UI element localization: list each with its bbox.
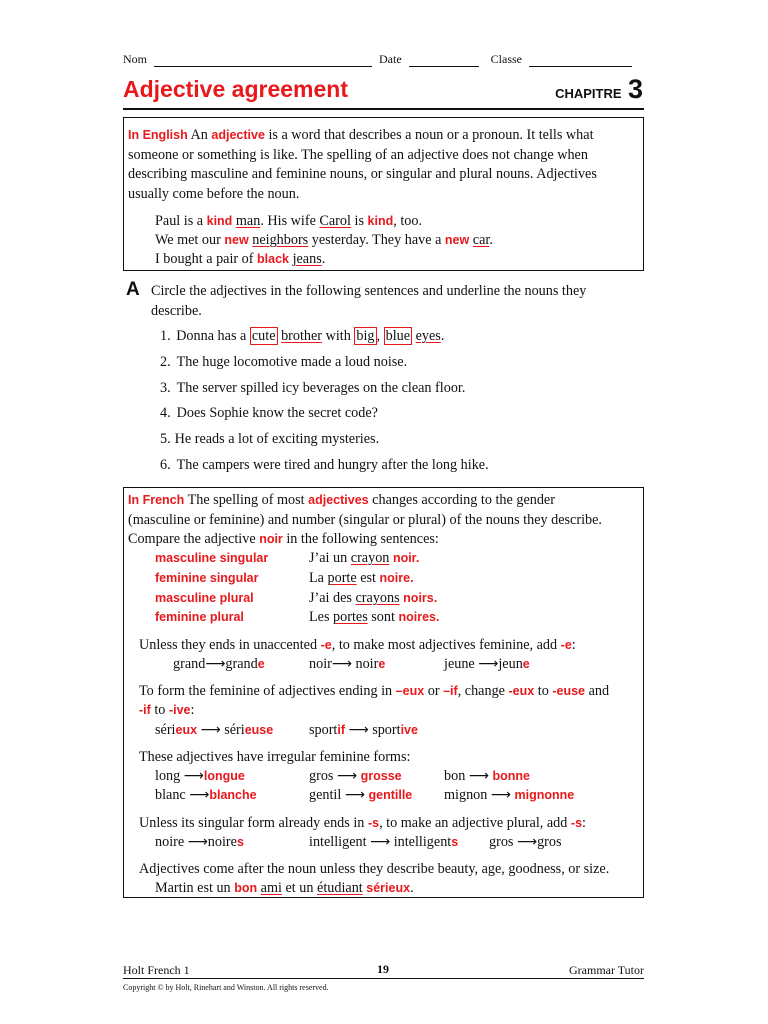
classe-label: Classe — [490, 52, 522, 66]
chapter-text: CHAPITRE — [555, 86, 622, 101]
exercise-instruction-1: Circle the adjectives in the following sentences and underline the nouns they — [151, 283, 587, 299]
right-arrow-icon: ⟶ — [189, 787, 210, 803]
irregular-example: mignon ⟶ mignonne — [444, 786, 574, 806]
english-example-2: We met our new neighbors yesterday. They have a new car. — [155, 232, 493, 248]
right-arrow-icon: ⟶ — [490, 787, 511, 803]
adjective-example: new — [444, 233, 470, 247]
form-label: masculine plural — [155, 591, 254, 605]
footer-page-number: 19 — [377, 962, 389, 976]
right-arrow-icon: ⟶ — [205, 656, 226, 672]
noun-example: man — [235, 213, 261, 229]
footer-title: Grammar Tutor — [569, 963, 644, 977]
feminine-example: noir⟶ noire — [309, 655, 385, 675]
date-field[interactable] — [409, 53, 479, 67]
circled-adjective: cute — [251, 328, 276, 344]
english-l4: usually come before the noun. — [128, 186, 300, 202]
exercise-item-3: 3. The server spilled icy beverages on the clean floor. — [160, 380, 466, 396]
noun-example: car — [472, 232, 490, 248]
in-french-label: In French — [128, 493, 185, 507]
footer-book: Holt French 1 — [123, 963, 190, 977]
english-example-3: I bought a pair of black jeans. — [155, 251, 326, 267]
order-rule: Adjectives come after the noun unless they describe beauty, age, goodness, or size. — [139, 861, 610, 877]
feminine-rule: Unless they ends in unaccented -e, to make most adjectives feminine, add -e: — [139, 637, 576, 653]
nom-label: Nom — [123, 52, 147, 66]
noun-example: neighbors — [252, 232, 309, 248]
right-arrow-icon: ⟶ — [187, 834, 208, 850]
order-example: Martin est un bon ami et un étudiant sérieux. — [155, 880, 414, 896]
date-label: Date — [379, 52, 402, 66]
right-arrow-icon: ⟶ — [468, 768, 489, 784]
copyright: Copyright © by Holt, Rinehart and Winston. All rights reserved. — [123, 983, 329, 992]
english-l1 — [128, 126, 594, 146]
right-arrow-icon: ⟶ — [336, 768, 358, 784]
exercise-letter: A — [126, 279, 140, 300]
eux-if-rule-line1: To form the feminine of adjectives ending in –eux or –if, change -eux to -euse and — [139, 683, 610, 699]
english-l2: someone or something is like. The spelling of an adjective does not change when — [128, 147, 588, 163]
right-arrow-icon: ⟶ — [200, 722, 221, 738]
right-arrow-icon: ⟶ — [331, 656, 352, 672]
english-text: An — [190, 127, 208, 143]
right-arrow-icon: ⟶ — [516, 834, 538, 850]
exercise-item-5: 5. He reads a lot of exciting mysteries. — [160, 431, 380, 447]
irregular-example: bon ⟶ bonne — [444, 767, 530, 787]
nom-field[interactable] — [154, 53, 372, 67]
circled-adjective: big — [356, 328, 375, 344]
noun-example: jeans — [292, 251, 322, 267]
right-arrow-icon: ⟶ — [344, 787, 365, 803]
adjective-example: black — [257, 252, 290, 266]
feminine-example: jeune ⟶jeune — [444, 655, 530, 675]
adjective-example: new — [224, 233, 249, 247]
if-example: sportif ⟶ sportive — [309, 721, 418, 741]
form-label: masculine singular — [155, 551, 269, 565]
plural-rule: Unless its singular form already ends in -s, to make an adjective plural, add -s: — [139, 815, 586, 831]
form-label: feminine plural — [155, 610, 244, 624]
english-text: is a word that describes a noun or a pronoun. It tells what — [268, 127, 594, 143]
circled-adjective: blue — [385, 328, 411, 344]
french-intro-3: Compare the adjective noir in the following sentences: — [128, 531, 439, 547]
irregular-example: gros ⟶ grosse — [309, 767, 402, 787]
adjective-example: kind — [206, 214, 233, 228]
keyword-adjectives: adjectives — [308, 493, 369, 507]
underlined-noun: brother — [281, 328, 323, 344]
plural-example: noire ⟶noires — [155, 833, 244, 853]
keyword-noir: noir — [259, 532, 283, 546]
page-title: Adjective agreement — [123, 76, 348, 102]
chapter-number: 3 — [627, 74, 643, 104]
noun-example: Carol — [319, 213, 351, 229]
right-arrow-icon: ⟶ — [370, 834, 391, 850]
name-date-class-line — [123, 52, 632, 67]
irregular-example: long ⟶longue — [155, 767, 245, 787]
exercise-item-2: 2. The huge locomotive made a loud noise. — [160, 354, 408, 370]
english-l3: describing masculine and feminine nouns, or singular and plural nouns. Adjectives — [128, 166, 597, 182]
feminine-example: grand⟶grande — [173, 655, 265, 675]
title-rule — [123, 108, 644, 110]
adjective-example: kind — [367, 214, 394, 228]
english-example-1: Paul is a kind man. His wife Carol is kind, too. — [155, 213, 422, 229]
keyword-adjective: adjective — [211, 128, 265, 142]
exercise-instruction-2: describe. — [151, 303, 202, 319]
french-intro-1: In French The spelling of most adjectives changes according to the gender — [128, 492, 555, 508]
right-arrow-icon: ⟶ — [348, 722, 369, 738]
exercise-item-1: 1. Donna has a cute brother with big , blue eyes. — [160, 328, 445, 344]
underlined-noun: eyes — [415, 328, 441, 344]
right-arrow-icon: ⟶ — [183, 768, 204, 784]
plural-example: intelligent ⟶ intelligents — [309, 833, 458, 853]
irregular-example: blanc ⟶blanche — [155, 786, 257, 806]
footer-rule — [123, 978, 644, 979]
eux-example: sérieux ⟶ sérieuse — [155, 721, 273, 741]
french-intro-2: (masculine or feminine) and number (singular or plural) of the nouns they describe. — [128, 512, 602, 528]
irregular-example: gentil ⟶ gentille — [309, 786, 412, 806]
eux-if-rule-line2: -if to -ive: — [139, 702, 195, 718]
chapter-label — [555, 74, 643, 105]
plural-example: gros ⟶gros — [489, 833, 562, 853]
exercise-item-4: 4. Does Sophie know the secret code? — [160, 405, 378, 421]
classe-field[interactable] — [529, 53, 632, 67]
right-arrow-icon: ⟶ — [478, 656, 499, 672]
exercise-item-6: 6. The campers were tired and hungry after the long hike. — [160, 457, 489, 473]
in-english-label: In English — [128, 128, 188, 142]
irregular-intro: These adjectives have irregular feminine forms: — [139, 749, 411, 765]
form-label: feminine singular — [155, 571, 259, 585]
